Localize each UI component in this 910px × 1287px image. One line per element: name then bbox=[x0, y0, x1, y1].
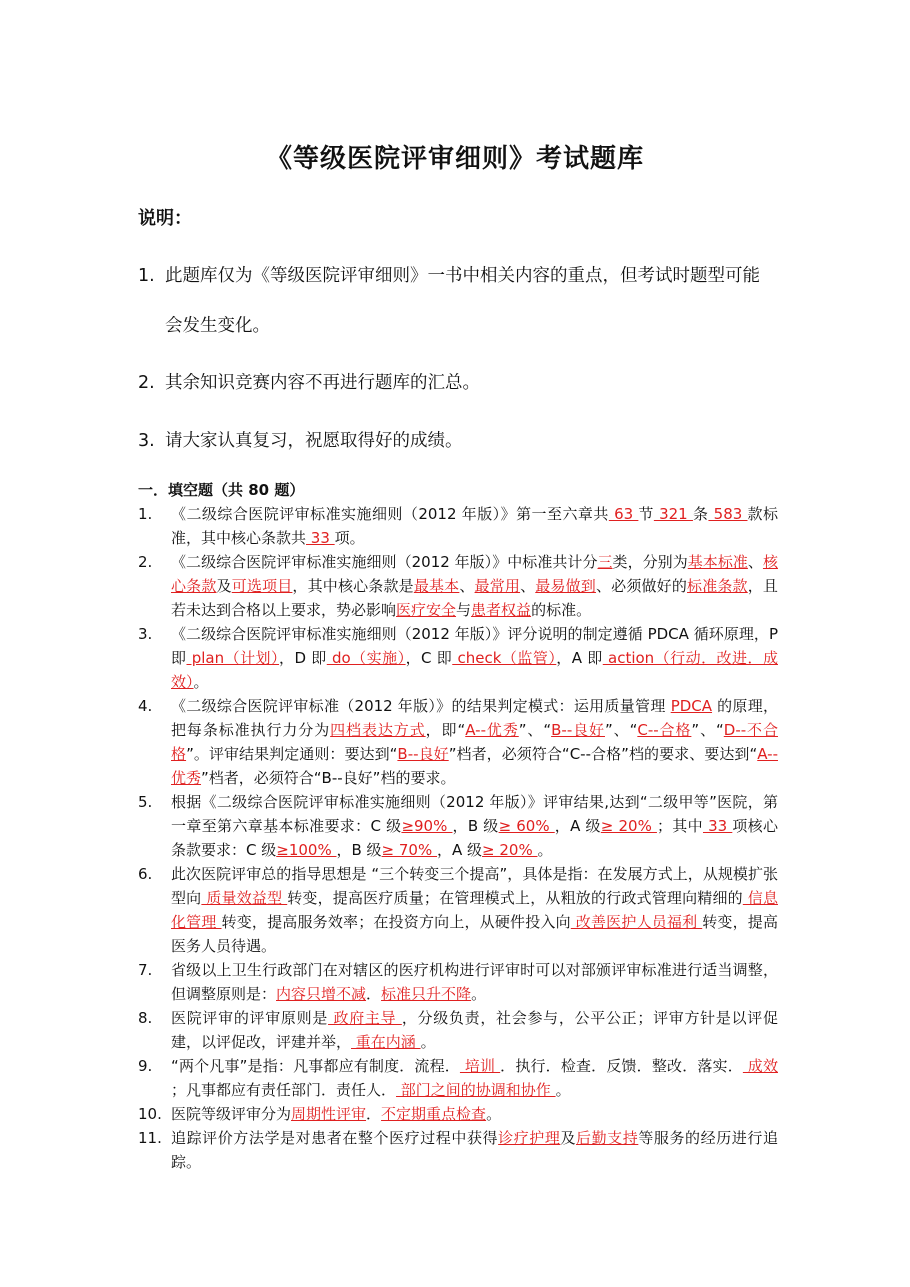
section-title: 一．填空题（共 80 题） bbox=[138, 481, 305, 499]
answer-blank: 三 bbox=[597, 553, 613, 571]
answer-blank: 政府主导 bbox=[328, 1009, 402, 1027]
answer-blank: 改善医护人员福利 bbox=[570, 913, 703, 931]
question-item: 2. 《二级综合医院评审标准实施细则（2012 年版）》中标准共计分三类，分别为基本标准、核心条款及可选项目，其中核心条款是最基本、最常用、最易做到、必须做好的标准条款，且若未达到合格以上要求，势必影响医疗安全与患者权益的标准。 bbox=[138, 550, 778, 622]
intro-item-2: 2. 其余知识竞赛内容不再进行题库的汇总。 bbox=[138, 373, 480, 393]
answer-blank: C--合格 bbox=[637, 721, 692, 739]
question-item: 8. 医院评审的评审原则是 政府主导 ，分级负责，社会参与，公平公正；评审方针是以评促建，以评促改，评建并举， 重在内涵 。 bbox=[138, 1006, 778, 1054]
question-text-fragment: ”档者，必须符合“B--良好”档的要求。 bbox=[201, 769, 456, 787]
answer-blank: 成效 bbox=[742, 1057, 778, 1075]
question-text bbox=[171, 790, 778, 862]
question-item: 3. 《二级综合医院评审标准实施细则（2012 年版）》评分说明的制定遵循 PDCA 循环原理，P 即 plan（计划），D 即 do（实施），C 即 check（监管），A 即 action（行动．改进．成效）。 bbox=[138, 622, 778, 694]
answer-blank: A--优秀 bbox=[465, 721, 519, 739]
question-text-fragment: ，B 级 bbox=[336, 841, 382, 859]
question-text-fragment: 款标准，其中核心条款共 bbox=[171, 505, 778, 547]
question-text-fragment: ”、“ bbox=[604, 721, 638, 739]
question-text-fragment: ，其中核心条款是 bbox=[292, 577, 414, 595]
question-text-fragment: 及 bbox=[560, 1129, 577, 1147]
answer-blank: 33 bbox=[702, 817, 733, 835]
answer-blank: ≥ 70% bbox=[381, 841, 437, 859]
question-text-fragment: 此次医院评审总的指导思想是 “三个转变三个提高”，具体是指：在发展方式上，从规模扩张型向 bbox=[171, 865, 778, 907]
answer-blank: 标准条款 bbox=[687, 577, 748, 595]
question-text bbox=[171, 502, 778, 550]
question-text bbox=[171, 1126, 778, 1174]
answer-blank: B--良好 bbox=[551, 721, 605, 739]
question-text bbox=[171, 550, 778, 622]
question-text-fragment: 追踪评价方法学是对患者在整个医疗过程中获得 bbox=[171, 1129, 499, 1147]
answer-blank: 周期性评审 bbox=[291, 1105, 367, 1123]
answer-blank: 583 bbox=[708, 505, 748, 523]
answer-blank: 标准只升不降 bbox=[381, 985, 472, 1003]
question-text-fragment: 。 bbox=[420, 1033, 436, 1051]
question-text-fragment: “两个凡事”是指：凡事都应有制度．流程． bbox=[171, 1057, 460, 1075]
answer-blank: PDCA bbox=[670, 697, 713, 715]
intro-item-1: 1. 此题库仅为《等级医院评审细则》一书中相关内容的重点，但考试时题型可能 bbox=[138, 266, 760, 286]
document-title: 《等级医院评审细则》考试题库 bbox=[265, 144, 644, 174]
question-text-fragment: ；凡事都应有责任部门．责任人． bbox=[171, 1081, 397, 1099]
answer-blank: ≥ 20% bbox=[482, 841, 538, 859]
question-text-fragment: ，A 级 bbox=[554, 817, 601, 835]
answer-blank: 质量效益型 bbox=[201, 889, 288, 907]
answer-blank: 诊疗护理 bbox=[498, 1129, 561, 1147]
question-text-fragment: 。 bbox=[486, 1105, 502, 1123]
answer-blank: 可选项目 bbox=[231, 577, 293, 595]
answer-blank: 不定期重点检查 bbox=[381, 1105, 487, 1123]
question-text-fragment: ，C 即 bbox=[405, 649, 453, 667]
answer-blank: ≥90% bbox=[401, 817, 453, 835]
question-text-fragment: 《二级综合医院评审标准实施细则（2012 年版）》评分说明的制定遵循 PDCA 循环原理，P 即 bbox=[171, 625, 778, 667]
answer-blank: D--不合格 bbox=[171, 721, 778, 763]
answer-blank: check（监管） bbox=[452, 649, 557, 667]
question-text-fragment: 、 bbox=[520, 577, 536, 595]
answer-blank: B--良好 bbox=[397, 745, 449, 763]
answer-blank: 321 bbox=[653, 505, 693, 523]
question-text-fragment: 与 bbox=[456, 601, 472, 619]
question-text-fragment: 根据《二级综合医院评审标准实施细则（2012 年版）》评审结果,达到“二级甲等”医院，第一章至第六章基本标准要求：C 级 bbox=[171, 793, 778, 835]
question-text-fragment: 。 bbox=[537, 841, 553, 859]
question-text-fragment: 省级以上卫生行政部门在对辖区的医疗机构进行评审时可以对部颁评审标准进行适当调整，但调整原则是： bbox=[171, 961, 778, 1003]
answer-blank: 后勤支持 bbox=[576, 1129, 639, 1147]
question-text-fragment: 项核心条款要求：C 级 bbox=[171, 817, 779, 859]
question-text-fragment: ． bbox=[366, 1105, 382, 1123]
question-text-fragment: 《二级综合医院评审标准实施细则（2012 年版）》中标准共计分 bbox=[171, 553, 598, 571]
question-text bbox=[171, 694, 778, 790]
question-text-fragment: 、 bbox=[747, 553, 763, 571]
question-text-fragment: 医院等级评审分为 bbox=[171, 1105, 292, 1123]
answer-blank: ≥ 20% bbox=[600, 817, 657, 835]
note-label: 说明： bbox=[138, 208, 192, 229]
question-text-fragment: 转变，提高服务效率；在投资方向上，从硬件投入向 bbox=[221, 913, 571, 931]
question-text bbox=[171, 622, 778, 694]
answer-blank: 内容只增不减 bbox=[276, 985, 367, 1003]
question-item: 7. 省级以上卫生行政部门在对辖区的医疗机构进行评审时可以对部颁评审标准进行适当调整，但调整原则是：内容只增不减．标准只升不降。 bbox=[138, 958, 778, 1006]
answer-blank: 核心条款 bbox=[171, 553, 778, 595]
question-text bbox=[171, 1054, 778, 1102]
question-item: 9. “两个凡事”是指：凡事都应有制度．流程． 培训 ．执行．检查．反馈．整改．落实． 成效 ；凡事都应有责任部门．责任人． 部门之间的协调和协作 。 bbox=[138, 1054, 778, 1102]
answer-blank: 基本标准 bbox=[687, 553, 748, 571]
answer-blank: 重在内涵 bbox=[351, 1033, 421, 1051]
question-text-fragment: ；其中 bbox=[656, 817, 703, 835]
answer-blank: 最基本 bbox=[413, 577, 460, 595]
question-item: 10. 医院等级评审分为周期性评审．不定期重点检查。 bbox=[138, 1102, 778, 1126]
answer-blank: action（行动．改进．成效） bbox=[171, 649, 778, 691]
question-text-fragment: 、必须做好的 bbox=[595, 577, 688, 595]
question-text-fragment: ，D 即 bbox=[279, 649, 327, 667]
answer-blank: ≥100% bbox=[276, 841, 337, 859]
answer-blank: plan（计划） bbox=[186, 649, 279, 667]
question-text-fragment: 。 bbox=[555, 1081, 571, 1099]
question-text bbox=[171, 862, 778, 958]
answer-blank: 33 bbox=[306, 529, 335, 547]
intro-item-3: 3. 请大家认真复习，祝愿取得好的成绩。 bbox=[138, 431, 463, 451]
question-text-fragment: ，分级负责，社会参与，公平公正；评审方针是以评促建，以评促改，评建并举， bbox=[171, 1009, 778, 1051]
answer-blank: ≥ 60% bbox=[498, 817, 555, 835]
question-text-fragment: 项。 bbox=[334, 529, 365, 547]
question-text-fragment: ，A 即 bbox=[556, 649, 603, 667]
question-text-fragment: ．执行．检查．反馈．整改．落实． bbox=[500, 1057, 743, 1075]
answer-blank: 培训 bbox=[459, 1057, 501, 1075]
question-text-fragment: 节 bbox=[638, 505, 654, 523]
question-text-fragment: 医院评审的评审原则是 bbox=[171, 1009, 329, 1027]
question-text-fragment: ”、“ bbox=[518, 721, 552, 739]
question-text-fragment: 等服务的经历进行追踪。 bbox=[171, 1129, 778, 1171]
question-text-fragment: 转变，提高医务人员待遇。 bbox=[171, 913, 778, 955]
question-text-fragment: ，即“ bbox=[425, 721, 466, 739]
answer-blank: 四档表达方式 bbox=[330, 721, 426, 739]
question-text-fragment: ”档者，必须符合“C--合格”档的要求、要达到“ bbox=[448, 745, 758, 763]
answer-blank: 最常用 bbox=[474, 577, 521, 595]
question-text-fragment: ”、“ bbox=[691, 721, 724, 739]
question-text-fragment: ”。评审结果判定通则：要达到“ bbox=[186, 745, 398, 763]
question-text-fragment: 《二级综合医院评审标准实施细则（2012 年版）》第一至六章共 bbox=[171, 505, 609, 523]
question-text bbox=[171, 958, 778, 1006]
question-text bbox=[171, 1102, 778, 1126]
question-text-fragment: ，A 级 bbox=[437, 841, 483, 859]
answer-blank: 最易做到 bbox=[535, 577, 596, 595]
answer-blank: 信息化管理 bbox=[171, 889, 778, 931]
question-item: 1. 《二级综合医院评审标准实施细则（2012 年版）》第一至六章共 63 节 321 条 583 款标准，其中核心条款共 33 项。 bbox=[138, 502, 778, 550]
question-item: 6. 此次医院评审总的指导思想是 “三个转变三个提高”，具体是指：在发展方式上，从规模扩张型向 质量效益型 转变，提高医疗质量；在管理模式上，从粗放的行政式管理向精细的 信息化管理 转变，提高服务效率；在投资方向上，从硬件投入向 改善医护人员福利 转变，提高医务人员待遇。 bbox=[138, 862, 778, 958]
question-text-fragment: ． bbox=[366, 985, 382, 1003]
question-text-fragment: 的标准。 bbox=[531, 601, 592, 619]
answer-blank: do（实施） bbox=[326, 649, 406, 667]
question-text-fragment: 、 bbox=[459, 577, 475, 595]
answer-blank: 部门之间的协调和协作 bbox=[396, 1081, 556, 1099]
question-item: 11. 追踪评价方法学是对患者在整个医疗过程中获得诊疗护理及后勤支持等服务的经历进行追踪。 bbox=[138, 1126, 778, 1174]
intro-item-1-cont: 会发生变化。 bbox=[165, 316, 270, 336]
question-item: 4. 《二级综合医院评审标准（2012 年版）》的结果判定模式：运用质量管理 PDCA 的原理，把每条标准执行力分为四档表达方式，即“A--优秀”、“B--良好”、“C--合格”、“D--不合格”。评审结果判定通则：要达到“B--良好”档者，必须符合“C--合格”档的要求、要达到“A--优秀”档者，必须符合“B--良好”档的要求。 bbox=[138, 694, 778, 790]
question-text-fragment: 。 bbox=[471, 985, 487, 1003]
question-text-fragment: 类，分别为 bbox=[612, 553, 688, 571]
question-text-fragment: 转变，提高医疗质量；在管理模式上，从粗放的行政式管理向精细的 bbox=[287, 889, 743, 907]
answer-blank: 63 bbox=[608, 505, 639, 523]
question-item: 5. 根据《二级综合医院评审标准实施细则（2012 年版）》评审结果,达到“二级甲等”医院，第一章至第六章基本标准要求：C 级≥90% ，B 级≥ 60% ，A 级≥ 20% ；其中 33 项核心条款要求：C 级≥100% ，B 级≥ 70% ，A 级≥ 20% 。 bbox=[138, 790, 778, 862]
question-text-fragment: 的原理，把每条标准执行力分为 bbox=[171, 697, 778, 739]
question-text-fragment: 条 bbox=[692, 505, 709, 523]
answer-blank: A--优秀 bbox=[171, 745, 778, 787]
question-text-fragment: 《二级综合医院评审标准（2012 年版）》的结果判定模式：运用质量管理 bbox=[171, 697, 671, 715]
question-text-fragment: ，且若未达到合格以上要求，势必影响 bbox=[171, 577, 778, 619]
question-text-fragment: 及 bbox=[216, 577, 232, 595]
question-text bbox=[171, 1006, 778, 1054]
answer-blank: 医疗安全 bbox=[396, 601, 457, 619]
question-text-fragment: ，B 级 bbox=[452, 817, 499, 835]
question-text-fragment: 。 bbox=[193, 673, 209, 691]
answer-blank: 患者权益 bbox=[471, 601, 532, 619]
